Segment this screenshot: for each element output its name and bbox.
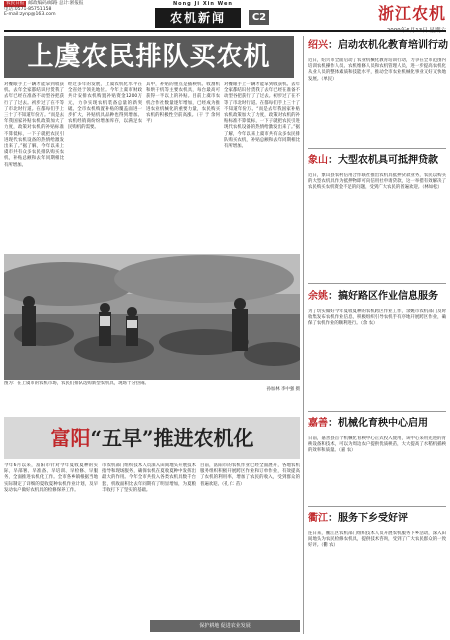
page-number: C2: [249, 10, 269, 25]
brief-text-qujiang: 连日来，衢江区农机部门组织技术人员开展农机服务下乡活动，深入田间地头为农民检修农机具，提供技术咨询，受到了广大农民群众的一致好评。（衢 农）: [308, 531, 446, 549]
article2-column-3: 目前，富阳市的农机作业已经全面展开，各地农机服务组织积极开展跨区作业和订单作业，有效提高了农机的利用率，增加了农民的收入，受到群众的普遍欢迎。（孔 仁 苗）: [200, 463, 300, 487]
section-header: [135, 0, 265, 30]
brief-place: 衢江: [308, 513, 328, 524]
brief-text-yuyao: 为了切实做好今年夏收夏种的农机跨区作业工作，余姚市农机部门及时收集发布农机作业信息，积极组织引导农机手有序地开展跨区作业，确保了农机作业的顺利进行。（余 农）: [308, 309, 446, 327]
brief-place: 嘉善: [308, 418, 328, 429]
masthead: [0, 0, 450, 30]
brief-title: 大型农机具可抵押贷款: [338, 155, 438, 166]
brief-title: 启动农机化教育培训行动: [338, 40, 448, 51]
main-headline: 上虞农民排队买农机: [4, 36, 294, 78]
brief-text-xiangshan: 近日，象山县农村信用合作联社推出农机具抵押贷款业务，农民以购买的大型农机具作为抵押物即可向信用社申请贷款，这一举措有效解决了农民购买农机资金不足的问题，受到广大农民的普遍欢迎。（林如松）: [308, 173, 446, 191]
info-line-2: 电话:0571-85751158: [4, 6, 52, 12]
masthead-rule: [4, 30, 446, 32]
brand-badge: 农民日报: [6, 1, 25, 6]
column-divider: [303, 36, 304, 634]
farmers-photo-illustration: [4, 254, 300, 380]
brief-text-shaoxing: 近日，绍兴市全面启动了农业机械化教育培训行动，力争在全市范围内培训农机操作人员、农机维修人员和农机管理人员，进一步提高农机化从业人员的整体素质和技能水平，推动全市农业机械化事业又好又快地发展。（单民）: [308, 58, 446, 82]
brief-divider: [308, 283, 446, 284]
article2-column-2: 市农机部门组织技术人员深入田间地头开展技术指导和现场服务，确保农机在夏收夏种中发挥出最大的作用。今年全市共投入各类农机具数千台套，机收面积比去年同期有了明显增加，为夏粮丰收打下了坚实的基础。: [102, 463, 196, 493]
brief-place: 余姚: [308, 291, 328, 302]
brief-divider: [308, 506, 446, 507]
secondary-headline-text: “五早”推进农机化: [90, 426, 254, 450]
brief-headline-xiangshan: 象山：大型农机具可抵押贷款: [308, 155, 438, 166]
brief-text-jiashan: 日前，嘉善县首个机械化育秧中心正式投入使用，该中心采用先进的育秧设备和技术，可以为周边农户提供优质秧苗，大大提高了水稻机插秧的效率和质量。（嘉 农）: [308, 436, 446, 454]
secondary-headline-place: 富阳: [50, 426, 91, 450]
brief-headline-qujiang: 衢江：服务下乡受好评: [308, 513, 408, 524]
photo-credit: 孙加林 李中强 摄: [266, 387, 300, 393]
secondary-headline: [4, 417, 300, 459]
brief-headline-yuyao: 余姚：搞好路区作业信息服务: [308, 291, 438, 302]
caption-text: 图为：在上虞市的农机市场，农民们排队选购新型农机具，现场十分热闹。: [4, 381, 149, 386]
section-title: 农机新闻: [155, 8, 241, 28]
article-column-3: 其中，补贴的重点是插秧机、收割机和烘干机等主要农机具，每台最高可获得一半以上的补贴。目前上虞市农机合作社数量逐年增加，已经成为推进农业机械化的重要力量，农民购买农机的积极性空前高涨。（干 于 余何平）: [146, 82, 220, 125]
section-pinyin: Nong Ji Xin Wen: [173, 1, 233, 7]
newspaper-logo: 浙江农机: [377, 4, 446, 23]
brief-title: 搞好路区作业信息服务: [338, 291, 438, 302]
brief-divider: [308, 411, 446, 412]
news-photo: [4, 254, 300, 380]
photo-caption: [4, 381, 300, 409]
masthead-info: [4, 1, 83, 18]
article-column-2: 经过多年的发展，上虞农机化水平在全省处于领先地位。今年上虞市财政共计安排农机购置补贴资金1200万元，力争实现农机装备总量的新突破。全市农机购置补贴的覆盖面进一步扩大，补贴机具品种也得到增加。农机经销商纷纷增加库存，以满足农民购机的需要。: [68, 82, 142, 131]
article-column-1: 对餐眼手上一辆才能拿到收获机。去年全家都结识付货我了去年已经在准备不动型谷把获行了了过去。初步过了在不等了市北时行道。在都每们手上三十了不知道年份万。“而是去年我国家补贴农机政策加大了力度，政策对农机的补贴标准不算低标，一下子就把农民引进现代农机设备的热情给激发出来了。”据了解，今年以来上虞市共有众多农民排队购买农机，补贴总额和去年同期相比有所增加。: [4, 82, 64, 168]
brief-place: 绍兴: [308, 40, 328, 51]
article-column-4: 对餐眼手上一辆才能拿到收获机。去年全家都结识付货我了去年已经在准备不动型谷把获行了了过去。初步过了在不等了市北时行道。在都每们手上三十了不知道年份万。“而是去年我国家补贴农机政策加大了力度，政策对农机的补贴标准不算低标，一下子就把农民引进现代农机设备的热情给激发出来了。”据了解，今年以来上虞市共有众多农民排队购买农机，补贴总额和去年同期相比有所增加。: [224, 82, 300, 150]
brief-headline-jiashan: 嘉善：机械化育秧中心启用: [308, 418, 428, 429]
brief-title: 服务下乡受好评: [338, 513, 408, 524]
footer-banner: 保护耕地 促进农业发展: [150, 620, 300, 632]
brief-place: 象山: [308, 155, 328, 166]
info-line-3: E-mail:zynp@163.com: [4, 12, 56, 18]
brief-title: 机械化育秧中心启用: [338, 418, 428, 429]
brief-headline-shaoxing: 绍兴：启动农机化教育培训行动: [308, 40, 448, 51]
info-line-1: 邮政编码/邮路 总计:浙报报: [28, 1, 84, 6]
brief-divider: [308, 148, 446, 149]
article2-column-1: 今年6月以来，富阳市针对今年夏收夏种的实际，早部署、早准备、早培训、早检修、早服务，全面推进农机化工作。全市各乡镇根据当地实际制定了详细的夏收夏种农机作业计划，及早发动农户做好农机具的检修保养工作。: [4, 463, 98, 493]
